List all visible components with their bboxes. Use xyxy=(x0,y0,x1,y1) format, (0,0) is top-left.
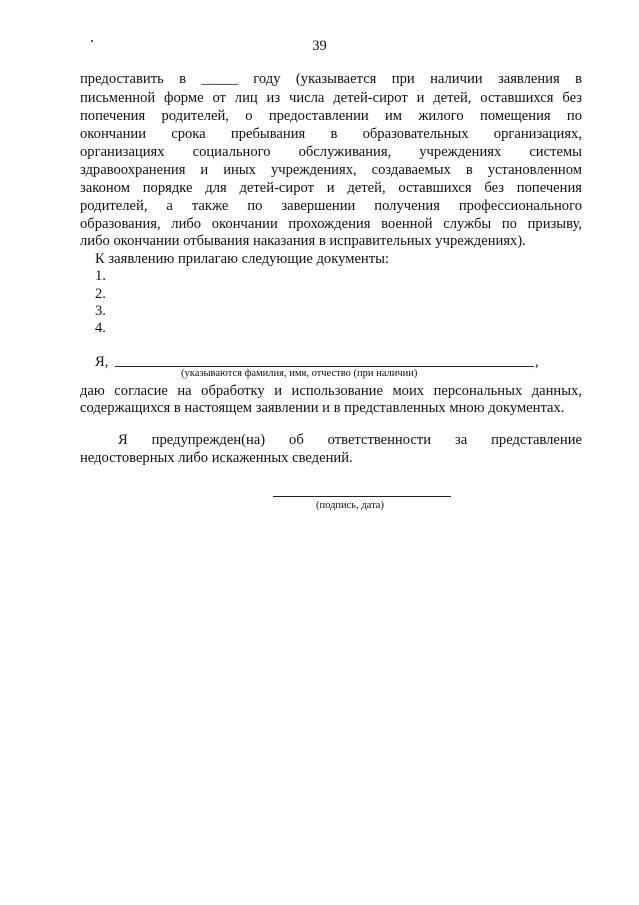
signature-caption: (подпись, дата) xyxy=(316,500,384,511)
name-fill-line xyxy=(115,366,534,367)
paragraph-line: родителей, а также по завершении получения профессионального xyxy=(80,198,582,214)
consent-prefix: Я, xyxy=(95,354,109,370)
attachments-intro: К заявлению прилагаю следующие документы: xyxy=(95,251,389,267)
paragraph-line: письменной форме от лиц из числа детей-сирот и детей, оставшихся без xyxy=(80,90,582,106)
paragraph-line: либо окончании отбывания наказания в исправительных учреждениях). xyxy=(80,233,526,249)
consent-line: содержащихся в настоящем заявлении и в представленных мною документах. xyxy=(80,400,565,416)
attachment-item: 2. xyxy=(95,286,106,302)
name-caption: (указываются фамилия, имя, отчество (при наличии) xyxy=(181,368,418,379)
paragraph-line: здравоохранения и иных учреждениях, создаваемых в установленном xyxy=(80,162,582,178)
paragraph-line: попечения родителей, о предоставлении им жилого помещения по xyxy=(80,108,582,124)
page-number: 39 xyxy=(312,38,327,54)
consent-suffix: , xyxy=(535,354,539,370)
paragraph-line: предоставить в _____ году (указывается при наличии заявления в xyxy=(80,71,582,87)
signature-line xyxy=(273,496,451,497)
paragraph-line: образования, либо окончании прохождения военной службы по призыву, xyxy=(80,216,582,232)
warning-line: недостоверных либо искаженных сведений. xyxy=(80,450,353,466)
paragraph-line: организациях социального обслуживания, учреждениях системы xyxy=(80,144,582,160)
paragraph-line: окончании срока пребывания в образовательных организациях, xyxy=(80,126,582,142)
consent-line: даю согласие на обработку и использование моих персональных данных, xyxy=(80,383,582,399)
attachment-item: 1. xyxy=(95,268,106,284)
attachment-item: 3. xyxy=(95,303,106,319)
warning-line: Я предупрежден(на) об ответственности за представление xyxy=(118,432,582,448)
paragraph-line: законом порядке для детей-сирот и детей, оставшихся без попечения xyxy=(80,180,582,196)
attachment-item: 4. xyxy=(95,320,106,336)
